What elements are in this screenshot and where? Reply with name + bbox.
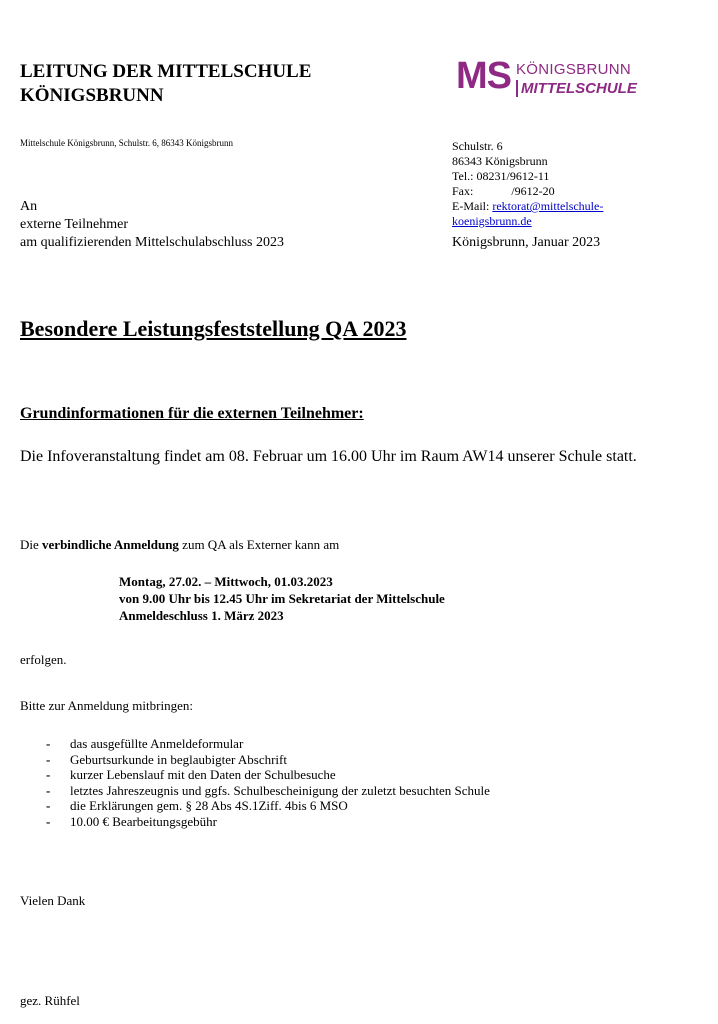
contact-fax <box>452 184 603 199</box>
registration-bold: verbindliche Anmeldung <box>42 537 179 552</box>
school-logo <box>456 56 676 108</box>
recipient-line-3: am qualifizierenden Mittelschulabschluss 2023 <box>20 235 284 250</box>
sender-address-line: Mittelschule Königsbrunn, Schulstr. 6, 86343 Königsbrunn <box>20 138 233 148</box>
recipient-line-2: externe Teilnehmer <box>20 217 128 232</box>
section-heading: Grundinformationen für die externen Teilnehmer: <box>20 405 364 422</box>
logo-ms-mark: MS <box>456 55 511 97</box>
registration-time: von 9.00 Uhr bis 12.45 Uhr im Sekretariat der Mittelschule <box>119 591 445 606</box>
contact-email <box>452 199 603 214</box>
contact-street: Schulstr. 6 <box>452 139 503 153</box>
email-link-part-1[interactable]: rektorat@mittelschule- <box>492 199 604 213</box>
info-event-paragraph: Die Infoveranstaltung findet am 08. Februar um 16.00 Uhr im Raum AW14 unserer Schule statt. <box>20 448 637 465</box>
registration-dates: Montag, 27.02. – Mittwoch, 01.03.2023 <box>119 574 333 589</box>
fax-label: Fax: <box>452 184 474 198</box>
recipient-block <box>20 198 284 252</box>
document-title: Besondere Leistungsfeststellung QA 2023 <box>20 316 407 341</box>
contact-tel: Tel.: 08231/9612-11 <box>452 169 550 183</box>
fax-number: /9612-20 <box>511 184 555 198</box>
list-item: - die Erklärungen gem. § 28 Abs 4S.1Ziff. 4bis 6 MSO <box>46 798 490 814</box>
signature: gez. Rühfel <box>20 993 80 1008</box>
logo-school-text: MITTELSCHULE <box>516 80 637 97</box>
registration-intro <box>20 537 339 553</box>
bring-heading: Bitte zur Anmeldung mitbringen: <box>20 698 193 713</box>
registration-prefix: Die <box>20 537 43 552</box>
email-label: E-Mail: <box>452 199 490 213</box>
list-item: - letztes Jahreszeugnis und ggfs. Schulbescheinigung der zuletzt besuchten Schule <box>46 783 490 799</box>
closing-thanks: Vielen Dank <box>20 893 86 908</box>
logo-city-text: KÖNIGSBRUNN <box>516 61 631 78</box>
letterhead-title <box>20 60 311 108</box>
letterhead-line-2: KÖNIGSBRUNN <box>20 85 164 106</box>
letter-date: Königsbrunn, Januar 2023 <box>452 235 601 250</box>
recipient-line-1: An <box>20 199 38 214</box>
registration-followup: erfolgen. <box>20 652 67 667</box>
contact-city: 86343 Königsbrunn <box>452 154 548 168</box>
registration-suffix: zum QA als Externer kann am <box>178 537 340 552</box>
contact-block <box>452 139 603 229</box>
list-item: - kurzer Lebenslauf mit den Daten der Schulbesuche <box>46 767 490 783</box>
registration-dates-block <box>119 573 445 624</box>
registration-deadline: Anmeldeschluss 1. März 2023 <box>119 608 284 623</box>
letterhead-line-1: LEITUNG DER MITTELSCHULE <box>20 61 312 82</box>
list-item: - Geburtsurkunde in beglaubigter Abschrift <box>46 752 490 768</box>
list-item: - das ausgefüllte Anmeldeformular <box>46 736 490 752</box>
list-item: - 10.00 € Bearbeitungsgebühr <box>46 814 490 830</box>
email-link-part-2[interactable]: koenigsbrunn.de <box>452 214 532 228</box>
bring-list <box>46 736 490 829</box>
